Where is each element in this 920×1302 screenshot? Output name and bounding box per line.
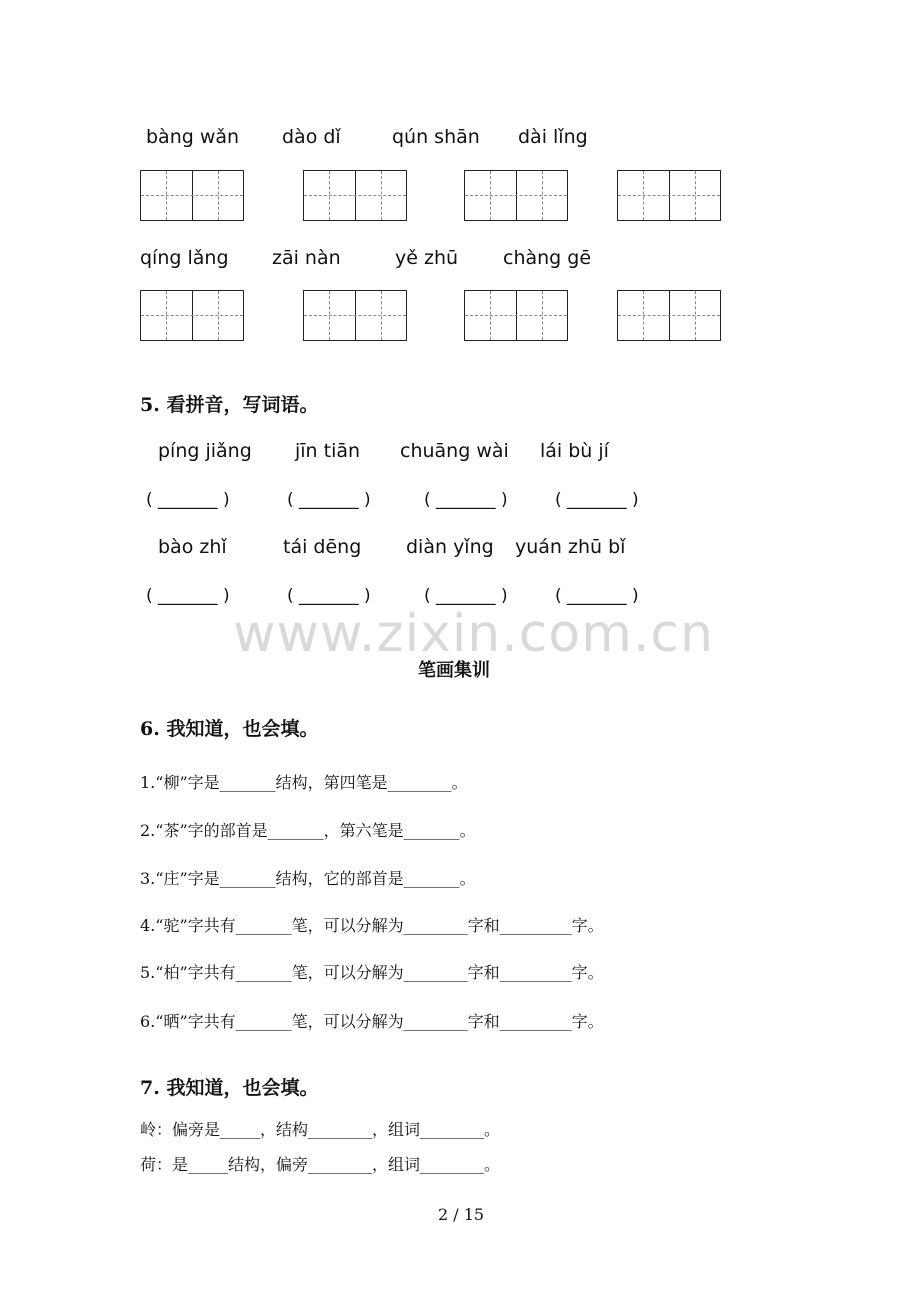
writing-grid[interactable] <box>617 170 721 221</box>
pinyin-qun-shan: qún shān <box>392 126 480 148</box>
writing-grid[interactable] <box>617 290 721 341</box>
question-5-title: 5. 看拼音，写词语。 <box>140 394 319 416</box>
pinyin-dai-ling: dài lǐng <box>518 126 588 148</box>
q6-item: 4.“驼”字共有_______笔，可以分解为________字和_________字。 <box>140 916 604 935</box>
writing-grid[interactable] <box>464 170 568 221</box>
writing-grid[interactable] <box>140 170 244 221</box>
q5-pinyin: píng jiǎng <box>158 440 252 462</box>
answer-blank[interactable]: ( _______ ) <box>424 490 508 510</box>
question-6-title: 6. 我知道，也会填。 <box>140 718 319 740</box>
q5-pinyin: jīn tiān <box>295 440 361 462</box>
q6-item: 5.“柏”字共有_______笔，可以分解为________字和_________字。 <box>140 963 604 982</box>
q5-pinyin: yuán zhū bǐ <box>515 536 626 558</box>
q5-pinyin: bào zhǐ <box>158 536 227 558</box>
q5-pinyin: lái bù jí <box>540 440 609 462</box>
writing-grid[interactable] <box>303 290 407 341</box>
answer-blank[interactable]: ( _______ ) <box>146 490 230 510</box>
pinyin-zai-nan: zāi nàn <box>272 247 341 269</box>
q6-item: 1.“柳”字是_______结构，第四笔是________。 <box>140 773 468 792</box>
answer-blank[interactable]: ( _______ ) <box>287 586 371 606</box>
writing-grid[interactable] <box>303 170 407 221</box>
pinyin-ye-zhu: yě zhū <box>395 247 459 269</box>
q7-item: 荷：是_____结构，偏旁________，组词________。 <box>140 1155 501 1174</box>
writing-grid[interactable] <box>140 290 244 341</box>
q6-item: 3.“庄”字是_______结构，它的部首是_______。 <box>140 869 476 888</box>
watermark: www.zixin.com.cn <box>233 604 714 664</box>
q6-item: 6.“晒”字共有_______笔，可以分解为________字和_________字。 <box>140 1012 604 1031</box>
pinyin-bang-wan: bàng wǎn <box>146 126 240 148</box>
pinyin-chang-ge: chàng gē <box>503 247 592 269</box>
answer-blank[interactable]: ( _______ ) <box>555 586 639 606</box>
q5-pinyin: chuāng wài <box>400 440 509 462</box>
answer-blank[interactable]: ( _______ ) <box>555 490 639 510</box>
q5-pinyin: diàn yǐng <box>406 536 494 558</box>
question-7-title: 7. 我知道，也会填。 <box>140 1077 319 1099</box>
answer-blank[interactable]: ( _______ ) <box>424 586 508 606</box>
answer-blank[interactable]: ( _______ ) <box>146 586 230 606</box>
pinyin-dao-di: dào dǐ <box>282 126 341 148</box>
writing-grid[interactable] <box>464 290 568 341</box>
page-number: 2 / 15 <box>438 1205 485 1224</box>
q5-pinyin: tái dēng <box>283 536 362 558</box>
section-title: 笔画集训 <box>418 660 490 681</box>
answer-blank[interactable]: ( _______ ) <box>287 490 371 510</box>
pinyin-qing-lang: qíng lǎng <box>140 247 229 269</box>
q7-item: 岭：偏旁是_____，结构________，组词________。 <box>140 1120 501 1139</box>
q6-item: 2.“茶”字的部首是_______，第六笔是_______。 <box>140 821 476 840</box>
